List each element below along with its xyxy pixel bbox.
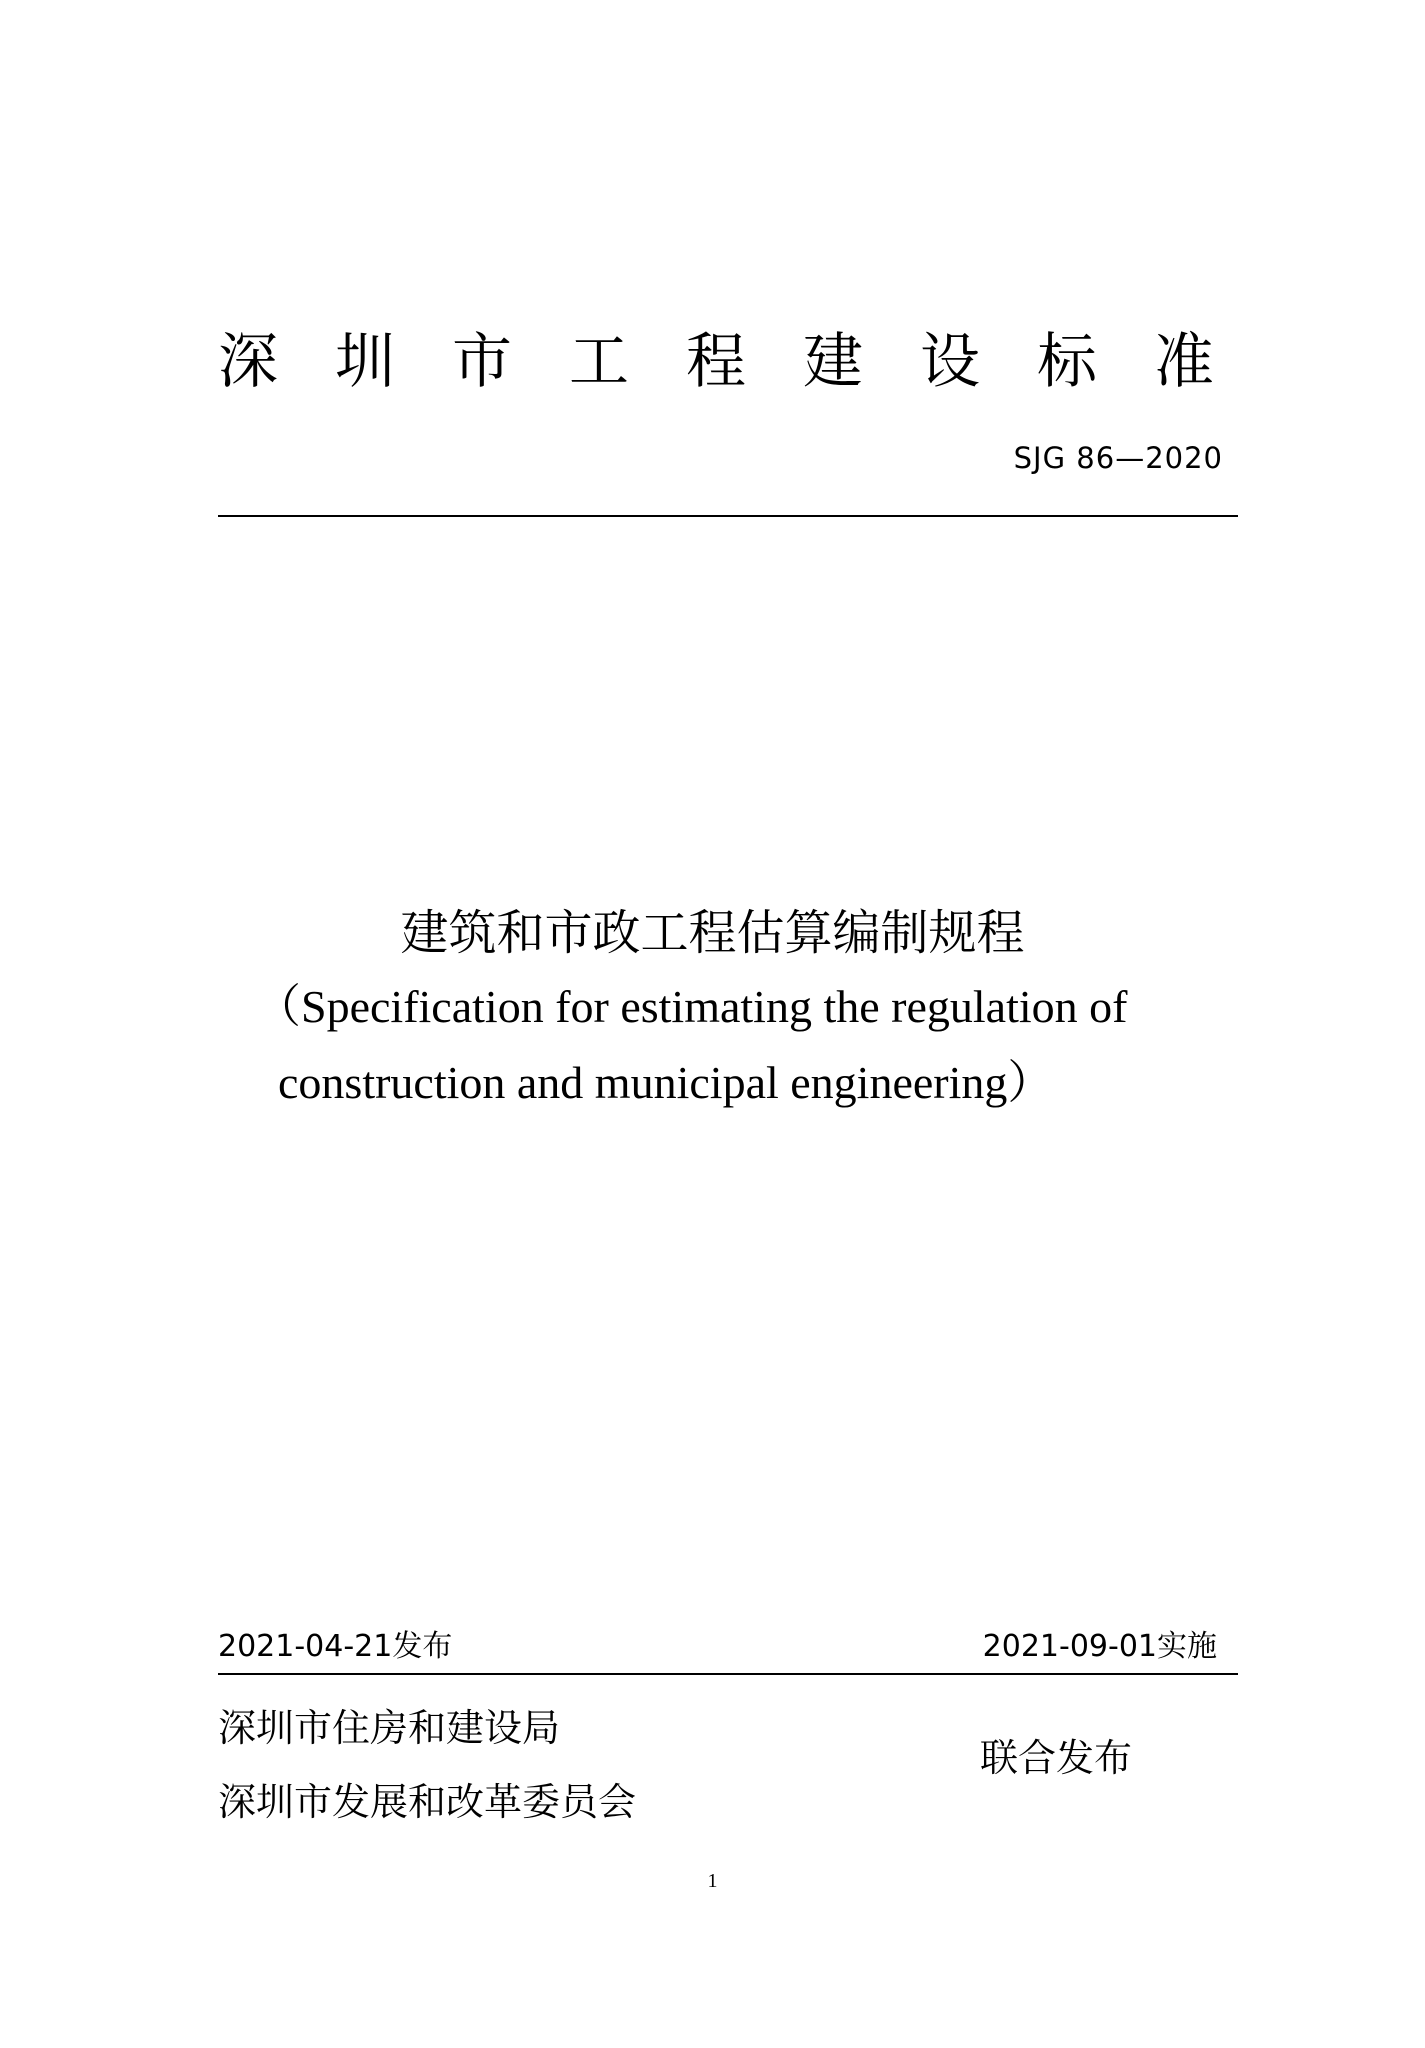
series-title-char: 深 xyxy=(218,327,278,397)
series-title-char: 设 xyxy=(920,327,980,397)
series-title-char: 准 xyxy=(1154,327,1214,397)
issue-date: 2021-04-21发布 xyxy=(218,1629,453,1664)
series-title-char: 建 xyxy=(803,327,863,397)
footer-divider xyxy=(218,1673,1238,1675)
publisher-development-commission: 深圳市发展和改革委员会 xyxy=(218,1780,637,1824)
publisher-housing-bureau: 深圳市住房和建设局 xyxy=(218,1706,561,1750)
standard-series-title xyxy=(218,322,1228,402)
series-title-char: 工 xyxy=(569,327,629,397)
series-title-char: 圳 xyxy=(335,327,395,397)
document-title-english-line1: （Specification for estimating the regulation of xyxy=(255,981,1128,1032)
series-title-char: 市 xyxy=(452,327,512,397)
joint-release-label: 联合发布 xyxy=(980,1736,1133,1780)
standard-code: SJG 86—2020 xyxy=(1013,441,1223,475)
series-title-char: 程 xyxy=(686,327,746,397)
document-title-chinese: 建筑和市政工程估算编制规程 xyxy=(400,905,1025,961)
series-title-char: 标 xyxy=(1037,327,1097,397)
document-title-english-line2: construction and municipal engineering） xyxy=(278,1057,1054,1108)
header-divider xyxy=(218,515,1238,517)
page-number: 1 xyxy=(707,1870,718,1892)
effective-date: 2021-09-01实施 xyxy=(982,1629,1217,1664)
